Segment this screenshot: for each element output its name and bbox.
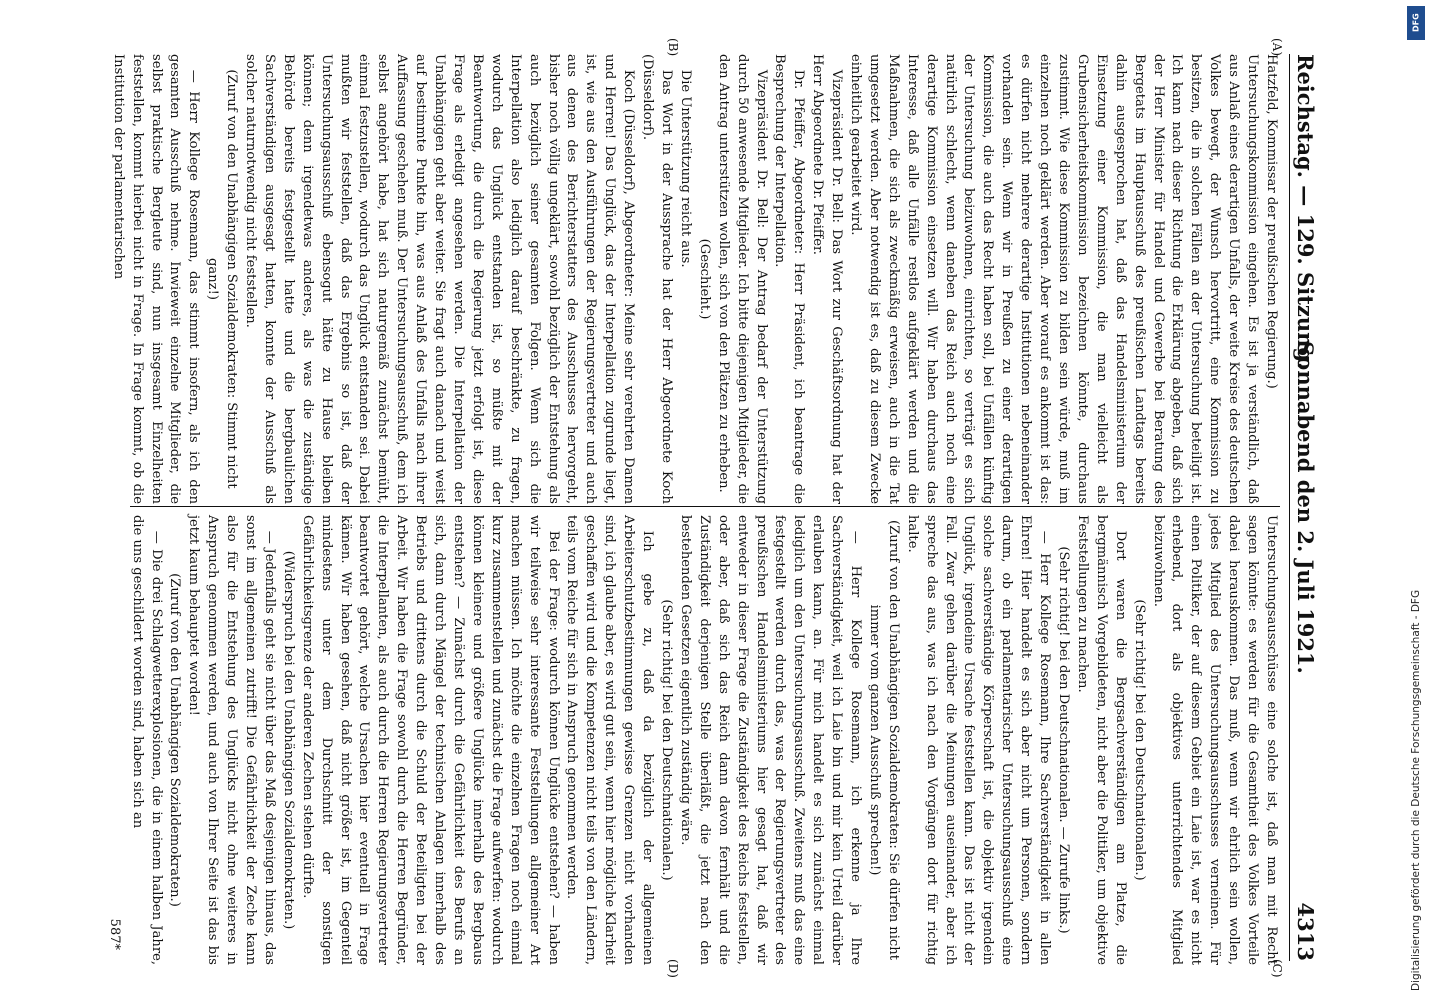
right-paragraph: (Sehr richtig! bei den Deutschnationalen. — Zurufe links.) <box>1056 546 1072 934</box>
margin-marker-c: (C) <box>1270 959 1284 978</box>
header-left-title: Reichstag. — 129. Sitzung. <box>1293 54 1318 370</box>
column-divider <box>130 506 1280 507</box>
right-paragraph: Bei der Frage: wodurch können Unglücke entstehen? — haben wir teilweise sehr interessante Feststellungen allgemeiner Art machen müssen. Ich möchte die einzelnen Fragen noch einmal kurz zusammenstellen und zunächst die Frage aufwerfen: wodurch können kleinere und größere Unglücke innerhalb des Bergbaus entstehen? — Zunächst durch die Gefährlichkeit des Berufs an sich, dann durch Mängel der technischen Anlagen innerhalb des Betriebs und drittens durch die Schuld der Beteiligten bei der Arbeit. Wir haben die Frage sowohl durch die Herren Begründer, die Interpellanten, als auch durch die Herren Regierungsvertreter beantwortet gehört, welche Ursachen hier eventuell in Frage kämen. Wir haben gesehen, daß nicht größer ist, im Gegenteil mindestens unter dem Durchschnitt der sonstigen Gefährlichkeitsgrenze der anderen Zechen stehen dürfte. <box>299 515 561 965</box>
digitization-note: Digitalisierung gefördert durch die Deutsche Forschungsgemeinschaft - DFG <box>1410 589 1422 991</box>
header-date: Sonnabend den 2. Juli 1921. <box>1293 341 1318 674</box>
left-paragraph: Das Wort in der Aussprache hat der Herr Abgeordnete Koch (Düsseldorf). <box>640 54 674 504</box>
left-paragraph: (Geschieht.) <box>696 238 712 320</box>
right-paragraph: — Herr Kollege Rosemann, Ihre Sachverständigkeit in allen Ehren! Hier handelt es sich aber nicht um Personen, sondern darum, ob ein parlamentarischer Untersuchungsausschuß eine solche sachverständige Körperschaft ist, die objektiv irgendein Unglück, irgendeine Ursache feststellen kann. Das ist nicht der Fall. Zwar gehen darüber die Meinungen auseinander, aber ich spreche das aus, was ich nach den Vorgängen dort für richtig halte. <box>904 515 1053 965</box>
right-paragraph: — Jedenfalls geht sie nicht über das Maß desjenigen hinaus, das sonst im allgemeinen zutrifft! Die Gefährlichkeit der Zeche kann also für die Entstehung des Unglücks nicht ohne weiteres in Anspruch genommen werden, und auch von Ihrer Seite ist das bis jetzt kaum behauptet worden! <box>186 515 277 965</box>
margin-marker-b: (B) <box>666 38 680 57</box>
right-paragraph: Untersuchungsausschüsse eine solche ist, daß man mit Recht sagen könnte: es werden für die Gesamtheit des Volkes Vorteile dabei herauskommen. Das muß, wenn wir ehrlich sein wollen, jedes Mitglied des Untersuchungsausschusses verneinen. Für einen Politiker, der auf diesem Gebiet ein Laie ist, war es nicht erhebend, dort als objektives unterrichtendes Mitglied beizuwohnen. <box>1150 515 1279 965</box>
protocol-page <box>58 38 1330 978</box>
page-header <box>1289 54 1320 961</box>
right-column <box>130 515 1280 965</box>
left-paragraph: Vizepräsident Dr. Bell: Der Antrag bedarf der Unterstützung durch 50 anwesende Mitglieder. Ich bitte diejenigen Mitglieder, die den Antrag unterstützen wollen, sich von den Plätzen zu erheben. <box>715 54 769 504</box>
right-paragraph: (Sehr richtig! bei den Deutschnationalen.) <box>1131 599 1147 881</box>
left-column <box>110 54 1280 504</box>
right-paragraph: (Zuruf von den Unabhängigen Sozialdemokraten.) <box>167 573 183 907</box>
left-paragraph: (Zuruf von den Unabhängigen Sozialdemokraten: Stimmt nicht ganz!) <box>205 69 240 489</box>
right-paragraph: — Herr Kollege Rosemann, ich erkenne ja Ihre Sachverständigkeit, weil ich Laie bin und mir kein Urteil darüber erlauben kann, an. Für mich handelt es sich zunächst einmal lediglich um den Untersuchungsausschuß. Zweitens muß das eine festgestellt werden durch das, was der Regierungsvertreter des preußischen Handelsministeriums hier gesagt hat, daß wir entweder in dieser Frage die Zuständigkeit des Reichs feststellen, oder aber, daß sich das Reich dann davon fernhält und die Zuständigkeit derjenigen Stelle überläßt, die jetzt nach den bestehenden Gesetzen eigentlich zuständig wäre. <box>677 515 864 965</box>
left-paragraph: Untersuchungskommission eingehen. Es ist ja verständlich, daß aus Anlaß eines derartigen Unfalls, der weite Kreise des deutschen Volkes bewegt, der Wunsch hervortritt, eine Kommission zu besitzen, die in solchen Fällen an der Untersuchung beteiligt ist. Ich kann nach dieser Richtung die Erklärung abgeben, daß sich der Herr Minister für Handel und Gewerbe bei Beratung des Bergetats im Hauptausschuß des preußischen Landtags bereits dahin ausgesprochen hat, daß das Handelsministerium der Einsetzung einer Kommission, die man vielleicht als Grubensicherheitskommission bezeichnen könnte, durchaus zustimmt. Wie diese Kommission zu bilden sein würde, muß im einzelnen noch geklärt werden. Aber worauf es ankommt ist das: es dürfen nicht mehrere derartige Institutionen nebeneinander vorhanden sein. Wenn wir in Preußen zu einer derartigen Kommission, die auch das Recht haben soll, bei Unfällen künftig der Untersuchung beizuwohnen, einrichten, so verträgt es sich natürlich schlecht, wenn daneben das Reich auch noch eine derartige Kommission einsetzen will. Wir haben durchaus das Interesse, daß alle Unfälle restlos aufgeklärt werden und die Maßnahmen, die sich als zweckmäßig erweisen, auch in die Tat umgesetzt werden. Aber notwendig ist es, daß zu diesem Zwecke einheitlich gearbeitet wird. <box>848 54 1261 504</box>
left-paragraph: Dr. Pfeiffer, Abgeordneter: Herr Präsident, ich beantrage die Besprechung der Interpellation. <box>772 54 807 504</box>
right-paragraph: Dort waren die Bergsachverständigen am Platze, die bergmännisch Vorgebildeten, nicht aber die Politiker, um objektive Feststellungen zu machen. <box>1074 515 1128 965</box>
dfg-logo-icon: DFG <box>1407 6 1425 40</box>
right-paragraph: Ich gebe zu, daß da bezüglich der allgemeinen Arbeiterschutzbestimmungen gewisse Grenzen nicht vorhanden sind, ich glaube aber, es wird gut sein, wenn hier mögliche Klarheit geschaffen wird und die Kompetenzen nicht teils von den Ländern, teils vom Reiche für sich in Anspruch genommen werden. <box>564 515 656 966</box>
margin-marker-a: (A) <box>1270 38 1284 57</box>
left-paragraph: Die Unterstützung reicht aus. <box>677 69 693 268</box>
page-number: 4313 <box>1293 902 1318 961</box>
margin-marker-d: (D) <box>666 959 680 978</box>
left-paragraph: — Herr Kollege Rosemann, das stimmt insofern, als ich den gesamten Ausschuß nehme. Inwieweit einzelne Mitglieder, die selbst praktische Bergleute sind, nun insgesamt Einzelheiten feststellen, kommt hierbei nicht in Frage. In Frage kommt, ob die Institution der parlamentarischen <box>110 54 202 504</box>
right-paragraph: (Sehr richtig! bei den Deutschnationalen.) <box>659 599 674 881</box>
scanned-page-area <box>58 38 1330 978</box>
left-paragraph: Hatzfeld, Kommissar der preußischen Regierung.) <box>1264 54 1279 389</box>
signature-mark: 587* <box>107 918 122 950</box>
right-paragraph: (Zuruf von den Unabhängigen Sozialdemokraten: Sie dürfen nicht immer vom ganzen Ausschuß sprechen!) <box>866 520 901 960</box>
left-paragraph: Koch (Düsseldorf), Abgeordneter: Meine sehr verehrten Damen und Herren! Das Unglück, das der Interpellation zugrunde liegt, ist, wie aus den Ausführungen der Regierungsvertreter und auch aus denen des Berichterstatters des Ausschusses hervorgeht, bisher noch völlig ungeklärt, sowohl bezüglich der Entstehung als auch bezüglich seiner gesamten Folgen. Wenn sich die Interpellation also lediglich darauf beschränkte, zu fragen, wodurch das Unglück entstanden ist, so müßte mit der Beantwortung, die durch die Regierung jetzt erfolgt ist, diese Frage als erledigt angesehen werden. Die Interpellation der Unabhängigen geht aber weiter. Sie fragt auch danach und weist auf bestimmte Punkte hin, was aus Anlaß des Unfalls nach ihrer Auffassung geschehen muß. Der Untersuchungsausschuß, dem ich selbst angehört habe, hat sich naturgemäß zunächst bemüht, einmal festzustellen, wodurch das Unglück entstanden sei. Dabei mußten wir feststellen, daß das Ergebnis so ist, daß der Untersuchungsausschuß ebensogut hätte zu Hause bleiben können; denn irgendetwas anderes, als was die zuständige Behörde bereits festgestellt hatte und die bergbaulichen Sachverständigen ausgesagt hatten, konnte der Ausschuß als solcher naturnotwendig nicht feststellen. <box>243 54 637 504</box>
left-paragraph: Vizepräsident Dr. Bell: Das Wort zur Geschäftsordnung hat der Herr Abgeordnete Dr. Pfeiffer. <box>810 54 845 504</box>
digitization-strip <box>1404 6 1428 991</box>
right-paragraph: (Widerspruch bei den Unabhängigen Sozialdemokraten.) <box>280 550 296 930</box>
right-paragraph: — Die drei Schlagwetterexplosionen, die in einem halben Jahre, die uns geschildert worden sind, haben sich an <box>129 515 164 965</box>
